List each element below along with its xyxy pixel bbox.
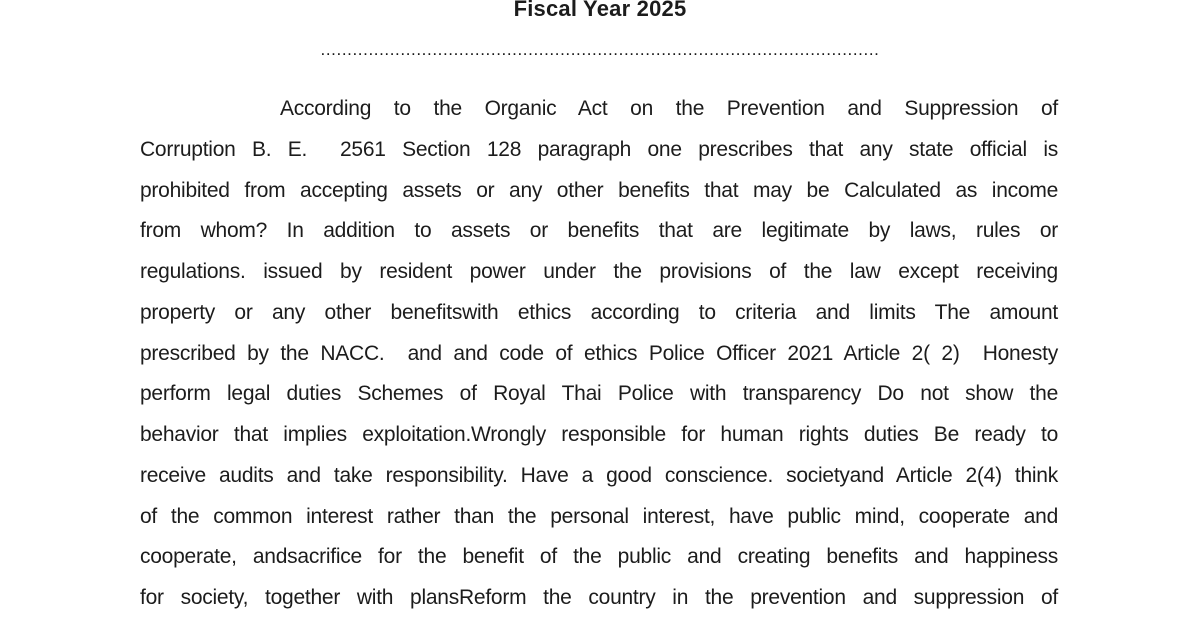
paragraph-line: regulations. issued by resident power under the provisions of the law except receiving (140, 260, 1058, 283)
paragraph-line: cooperate, andsacrifice for the benefit of the public and creating benefits and happiness (140, 545, 1058, 569)
page-title: Fiscal Year 2025 (513, 0, 687, 21)
paragraph-line: for society, together with plansReform the country in the prevention and suppression of (140, 586, 1058, 609)
paragraph-line: of the common interest rather than the personal interest, have public mind, cooperate and (140, 504, 1058, 528)
paragraph-line: According to the Organic Act on the Prevention and Suppression of (280, 97, 1058, 120)
paragraph-line: behavior that implies exploitation.Wrongly responsible for human rights duties Be ready to (140, 423, 1058, 446)
paragraph-line: prohibited from accepting assets or any other benefits that may be Calculated as income (140, 178, 1058, 202)
paragraph-line: prescribed by the NACC. and and code of ethics Police Officer 2021 Article 2( 2) Honesty (140, 341, 1058, 365)
paragraph-line: Corruption B. E. 2561 Section 128 paragraph one prescribes that any state official is (140, 137, 1058, 161)
paragraph-line: property or any other benefitswith ethics according to criteria and limits The amount (140, 300, 1058, 324)
paragraph-line: receive audits and take responsibility. Have a good conscience. societyand Article 2(4) think (140, 463, 1058, 487)
paragraph-line: perform legal duties Schemes of Royal Thai Police with transparency Do not show the (140, 382, 1058, 406)
body-paragraph (140, 89, 1058, 619)
dotted-divider: ......................................................................................................... (320, 40, 880, 59)
paragraph-line: from whom? In addition to assets or benefits that are legitimate by laws, rules or (140, 219, 1058, 243)
